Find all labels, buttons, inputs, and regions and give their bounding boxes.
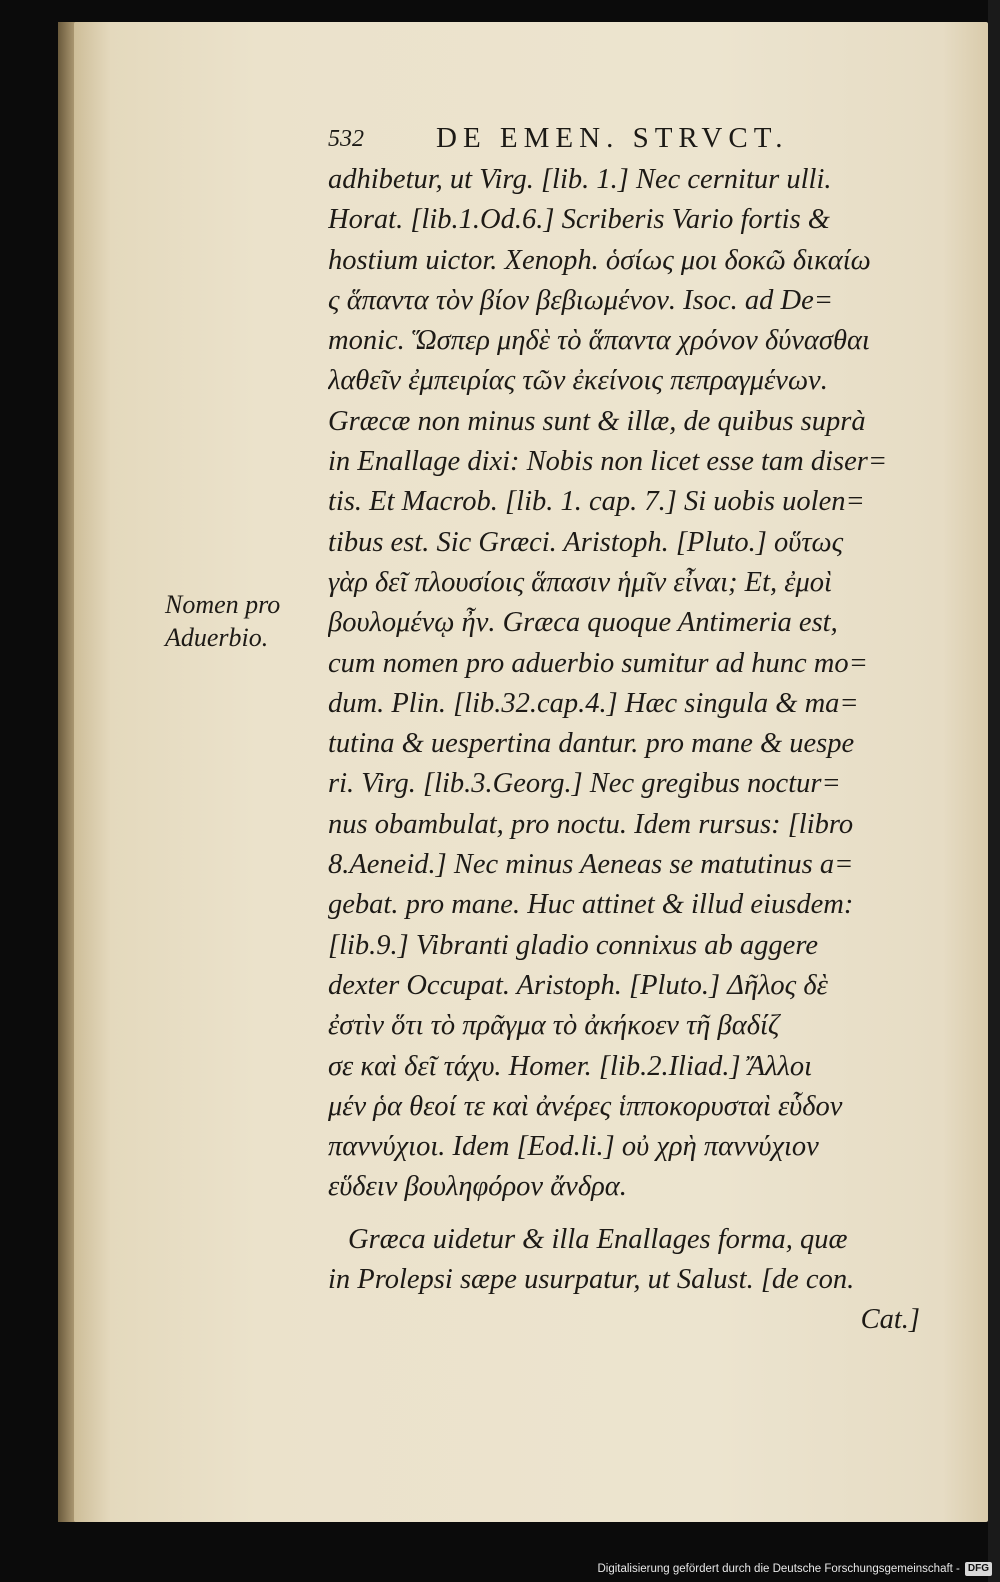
text-line: Horat. [lib.1.Od.6.] Scriberis Vario fortis & xyxy=(328,204,830,236)
text-line: μέν ῥα θεοί τε καὶ ἀνέρες ἱπποκορυσταὶ εὗδον xyxy=(328,1090,843,1122)
text-line: nus obambulat, pro noctu. Idem rursus: [libro xyxy=(328,808,854,840)
text-line: Græca uidetur & illa Enallages forma, quæ xyxy=(348,1223,848,1255)
text-line: λαθεῖν ἐμπειρίας τῶν ἐκείνοις πεπραγμένων. xyxy=(328,365,828,397)
running-title: DE EMEN. STRVCT. xyxy=(436,122,789,154)
text-line: σε καὶ δεῖ τάχυ. Homer. [lib.2.Iliad.] Ἄλλοι xyxy=(328,1050,812,1082)
scan-border xyxy=(988,0,1000,1582)
text-line: adhibetur, ut Virg. [lib. 1.] Nec cernitur ulli. xyxy=(328,164,832,195)
text-line: in Enallage dixi: Nobis non licet esse tam diser= xyxy=(328,446,888,478)
text-line: παννύχιοι. Idem [Eod.li.] οὐ χρὴ παννύχιον xyxy=(328,1131,819,1163)
body-text xyxy=(328,160,938,1341)
page-number: 532 xyxy=(328,126,364,152)
text-line: Græcæ non minus sunt & illæ, de quibus suprà xyxy=(328,405,866,437)
text-line: monic. Ὥσπερ μηδὲ τὸ ἅπαντα χρόνον δύνασθαι xyxy=(328,325,870,357)
marginal-note-line: Aduerbio. xyxy=(165,623,269,652)
text-line: in Prolepsi sæpe usurpatur, ut Salust. [de con. xyxy=(328,1264,855,1296)
text-line: cum nomen pro aduerbio sumitur ad hunc mo= xyxy=(328,647,868,679)
text-line: dexter Occupat. Aristoph. [Pluto.] Δῆλος δὲ xyxy=(328,969,828,1001)
text-line: gebat. pro mane. Huc attinet & illud eiusdem: xyxy=(328,889,854,921)
text-line: ri. Virg. [lib.3.Georg.] Nec gregibus noctur= xyxy=(328,768,841,800)
text-line: tis. Et Macrob. [lib. 1. cap. 7.] Si uobis uolen= xyxy=(328,486,865,518)
catchword: Cat.] xyxy=(860,1304,920,1336)
text-line: ς ἅπαντα τὸν βίον βεβιωμένον. Isoc. ad De= xyxy=(328,284,833,316)
marginal-note xyxy=(165,588,315,654)
dfg-logo-icon: DFG xyxy=(965,1562,992,1576)
digitization-credit xyxy=(597,1560,992,1578)
marginal-note-line: Nomen pro xyxy=(165,590,281,619)
credit-text: Digitalisierung gefördert durch die Deutsche Forschungsgemeinschaft - xyxy=(597,1563,960,1575)
text-line: hostium uictor. Xenoph. ὁσίως μοι δοκῶ δικαίω xyxy=(328,244,871,276)
text-line: γὰρ δεῖ πλουσίοις ἅπασιν ἡμῖν εἶναι; Et, ἐμοὶ xyxy=(328,566,832,598)
page-header xyxy=(328,122,938,162)
text-line: [lib.9.] Vibranti gladio connixus ab aggere xyxy=(328,929,819,961)
text-line: tutina & uespertina dantur. pro mane & uespe xyxy=(328,728,855,760)
text-line: 8.Aeneid.] Nec minus Aeneas se matutinus a= xyxy=(328,849,854,881)
text-line: βουλομένῳ ἦν. Græca quoque Antimeria est, xyxy=(328,607,838,639)
text-line: ἐστὶν ὅτι τὸ πρᾶγμα τὸ ἀκήκοεν τῆ βαδίζ xyxy=(328,1010,780,1042)
text-line: tibus est. Sic Græci. Aristoph. [Pluto.] οὕτως xyxy=(328,526,844,558)
text-line: dum. Plin. [lib.32.cap.4.] Hæc singula & ma= xyxy=(328,687,859,719)
text-line: εὕδειν βουληφόρον ἄνδρα. xyxy=(328,1171,627,1203)
